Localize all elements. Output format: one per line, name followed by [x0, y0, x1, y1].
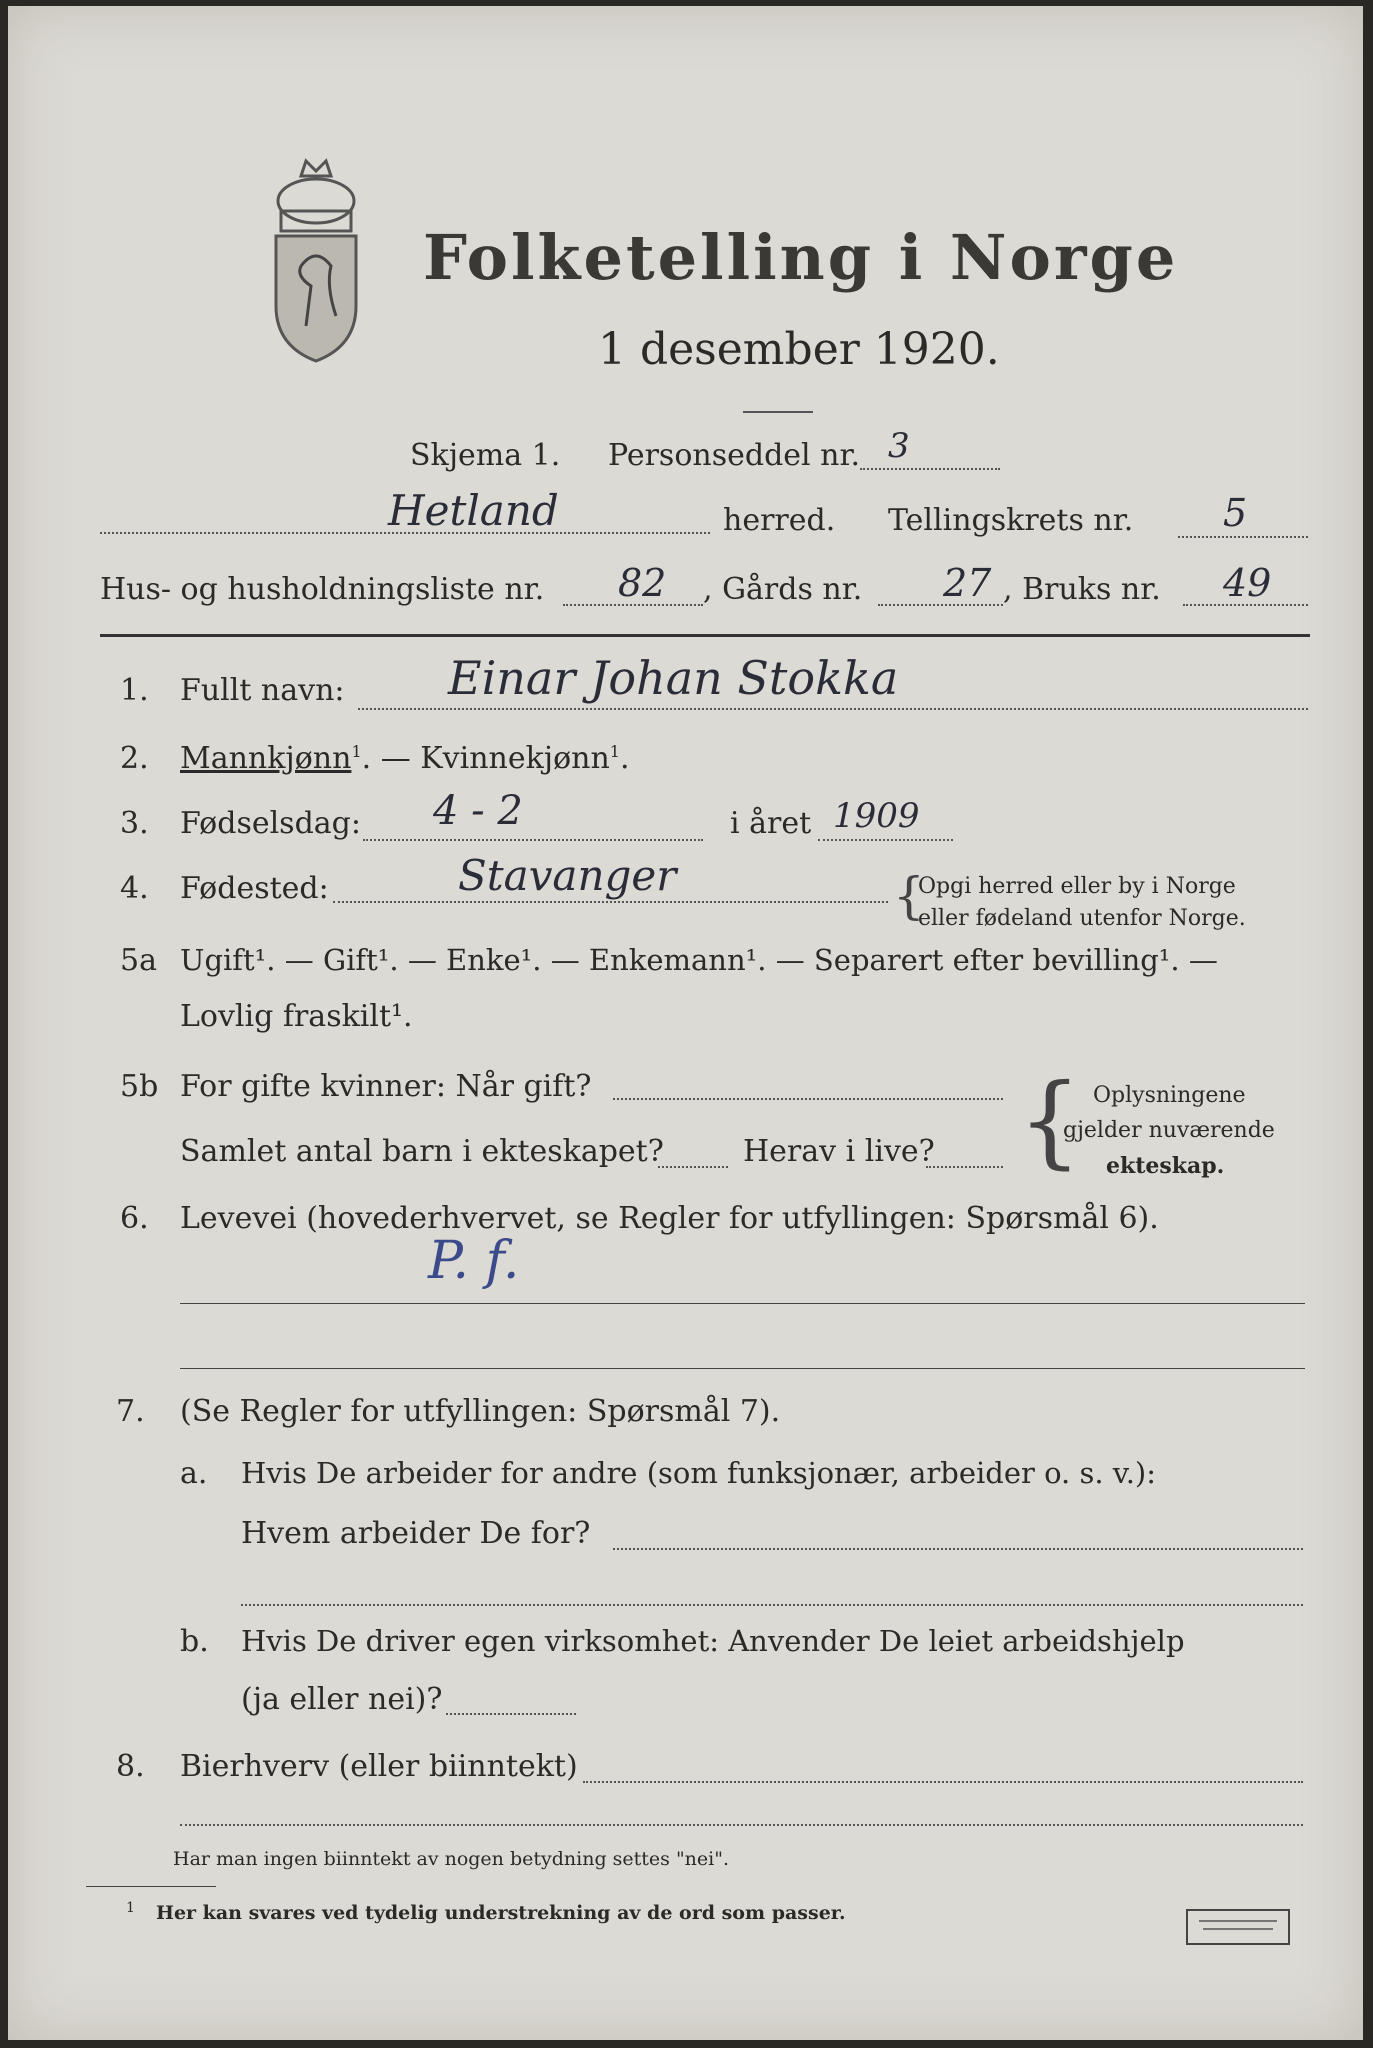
q7a-line2: Hvem arbeider De for?	[241, 1516, 591, 1551]
q5a-number: 5a	[120, 943, 157, 978]
q8-label: Bierhverv (eller biinntekt)	[180, 1749, 578, 1784]
q5b-married-line	[613, 1098, 1003, 1100]
q7a-line-extra	[241, 1604, 1303, 1606]
q4-line	[333, 901, 888, 903]
q5b-note-3: ekteskap.	[1106, 1153, 1225, 1179]
husliste-label: Hus- og husholdningsliste nr.	[100, 572, 545, 607]
q5b-line2: Samlet antal barn i ekteskapet?	[180, 1134, 664, 1169]
q5b-note-1: Oplysningene	[1093, 1083, 1246, 1108]
form-date: 1 desember 1920.	[598, 324, 1000, 375]
personseddel-label: Personseddel nr.	[608, 438, 861, 473]
gards-value[interactable]: 27	[943, 561, 992, 605]
q3-year-label: i året	[730, 806, 812, 841]
form-title: Folketelling i Norge	[423, 221, 1179, 294]
q6-line-2	[180, 1368, 1305, 1369]
q2-mannkjonn[interactable]: Mannkjønn	[180, 741, 352, 776]
q5b-live-label: Herav i live?	[743, 1134, 935, 1169]
q3-year-value[interactable]: 1909	[833, 796, 920, 836]
herred-value[interactable]: Hetland	[388, 486, 559, 535]
q8-line-extra	[180, 1824, 1303, 1826]
footnote-mark: 1	[126, 1900, 135, 1916]
q2-number: 2.	[120, 741, 149, 776]
personseddel-line	[860, 468, 1000, 470]
q5a-line2[interactable]: Lovlig fraskilt¹.	[180, 999, 413, 1034]
bruks-label: , Bruks nr.	[1003, 572, 1161, 607]
q4-note-2: eller fødeland utenfor Norge.	[918, 906, 1246, 931]
q4-number: 4.	[120, 871, 149, 906]
q7b-line1: Hvis De driver egen virksomhet: Anvender De leiet arbeidshjelp	[241, 1624, 1185, 1658]
gards-label: , Gårds nr.	[703, 572, 863, 607]
q4-value[interactable]: Stavanger	[458, 851, 677, 900]
q8-line	[583, 1781, 1303, 1783]
header-divider	[100, 634, 1310, 637]
tellingskrets-label: Tellingskrets nr.	[888, 503, 1134, 538]
q5b-note-2: gjelder nuværende	[1063, 1118, 1275, 1143]
divider	[743, 411, 813, 413]
husliste-value[interactable]: 82	[618, 561, 667, 605]
q7a-line	[613, 1548, 1303, 1550]
q5b-line1: For gifte kvinner: Når gift?	[180, 1069, 592, 1104]
q5b-number: 5b	[120, 1069, 159, 1104]
herred-label: herred.	[723, 503, 836, 538]
q7b-line2: (ja eller nei)?	[241, 1682, 443, 1717]
q3-value[interactable]: 4 - 2	[433, 788, 523, 834]
q3-label: Fødselsdag:	[180, 806, 361, 841]
q7a-number: a.	[180, 1456, 208, 1491]
q4-brace: {	[893, 867, 925, 925]
q6-label: Levevei (hovederhvervet, se Regler for utfyllingen: Spørsmål 6).	[180, 1201, 1159, 1236]
q2-rest[interactable]: . — Kvinnekjønn	[361, 741, 610, 776]
footnote-text: Her kan svares ved tydelig understrekning av de ord som passer.	[156, 1902, 846, 1924]
q6-number: 6.	[120, 1201, 149, 1236]
q8-number: 8.	[116, 1749, 145, 1784]
q2-sup-2: 1	[609, 742, 620, 761]
tellingskrets-line	[1178, 536, 1308, 538]
q7b-number: b.	[180, 1624, 209, 1659]
q4-note-1: Opgi herred eller by i Norge	[918, 874, 1236, 899]
q2-sup-1: 1	[351, 742, 362, 761]
biinntekt-note: Har man ingen biinntekt av nogen betydning settes "nei".	[173, 1848, 730, 1870]
q1-value[interactable]: Einar Johan Stokka	[448, 651, 899, 705]
q6-line-1	[180, 1303, 1305, 1304]
q7b-line	[446, 1713, 576, 1715]
q4-label: Fødested:	[180, 871, 329, 906]
skjema-label: Skjema 1.	[410, 438, 561, 473]
q3-number: 3.	[120, 806, 149, 841]
printer-stamp	[1186, 1909, 1290, 1945]
q7-number: 7.	[116, 1394, 145, 1429]
q5b-children-line	[658, 1166, 728, 1168]
census-form-sheet	[8, 6, 1363, 2040]
q7-label: (Se Regler for utfyllingen: Spørsmål 7).	[180, 1394, 781, 1429]
bruks-value[interactable]: 49	[1223, 561, 1272, 605]
q3-year-line	[818, 839, 953, 841]
footnote-divider	[86, 1886, 216, 1887]
norway-coat-of-arms-icon	[266, 156, 366, 366]
q5a-line1[interactable]: Ugift¹. — Gift¹. — Enke¹. — Enkemann¹. — Separert efter bevilling¹. —	[180, 943, 1218, 977]
printer-stamp-icon	[1193, 1913, 1283, 1937]
tellingskrets-value[interactable]: 5	[1223, 491, 1248, 535]
q7a-line1: Hvis De arbeider for andre (som funksjonær, arbeider o. s. v.):	[241, 1456, 1157, 1490]
q5b-brace: {	[1018, 1062, 1082, 1179]
q3-line	[363, 839, 703, 841]
q1-line	[358, 708, 1308, 710]
q6-value[interactable]: P. f.	[428, 1231, 520, 1291]
q5b-live-line	[926, 1166, 1003, 1168]
q1-number: 1.	[120, 673, 149, 708]
q2-options: Mannkjønn$^1$. — Kvinnekjønn$^1$.	[180, 741, 630, 776]
q1-label: Fullt navn:	[180, 673, 345, 708]
personseddel-value[interactable]: 3	[888, 426, 910, 466]
